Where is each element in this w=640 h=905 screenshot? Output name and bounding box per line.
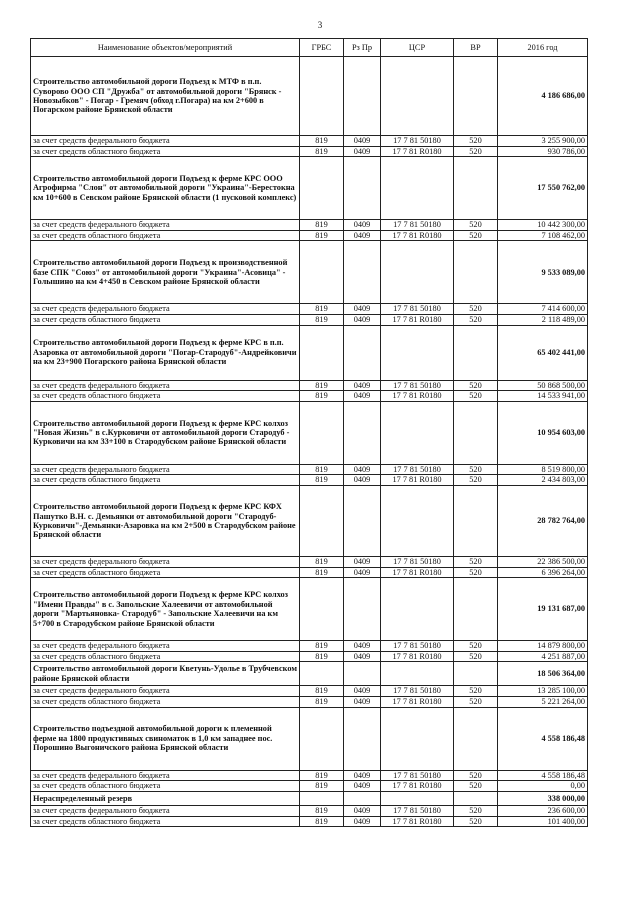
object-name: Строительство подъездной автомобильной дороги к племенной ферме на 1800 продуктивных свиноматок в 1,0 км западнее пос. Порошино Выгоничского района Брянской области: [31, 707, 300, 770]
funding-sum: 2 118 489,00: [498, 314, 588, 325]
csr-code: 17 7 81 50180: [381, 220, 454, 231]
funding-source: за счет средств федерального бюджета: [31, 770, 300, 781]
grbs-code: 819: [300, 806, 344, 817]
empty-cell: [454, 157, 498, 220]
header-year: 2016 год: [498, 39, 588, 57]
funding-row: [31, 230, 588, 241]
header-grbs: ГРБС: [300, 39, 344, 57]
funding-sum: 0,00: [498, 781, 588, 792]
grbs-code: 819: [300, 464, 344, 475]
empty-cell: [454, 662, 498, 686]
object-name: Строительство автомобильной дороги Подъезд к ферме КРС в п.п. Азаровка от автомобильной дороги "Погар-Стародуб"-Андрейковичи на км 23+900 Погарского района Брянской области: [31, 325, 300, 380]
grbs-code: 819: [300, 641, 344, 652]
csr-code: 17 7 81 R0180: [381, 475, 454, 486]
vr-code: 520: [454, 567, 498, 578]
rz-pr-code: 0409: [344, 806, 381, 817]
funding-source: за счет средств областного бюджета: [31, 391, 300, 402]
empty-cell: [344, 241, 381, 304]
empty-cell: [344, 485, 381, 556]
vr-code: 520: [454, 380, 498, 391]
rz-pr-code: 0409: [344, 464, 381, 475]
object-name: Строительство автомобильной дороги Подъезд к производственной базе СПК "Союз" от автомобильной дороги "Украина"-Асовица" - Голышино на км 4+450 в Севском районе Брянской области: [31, 241, 300, 304]
empty-cell: [454, 791, 498, 806]
grbs-code: 819: [300, 146, 344, 157]
funding-sum: 10 442 300,00: [498, 220, 588, 231]
csr-code: 17 7 81 R0180: [381, 391, 454, 402]
funding-sum: 14 879 800,00: [498, 641, 588, 652]
empty-cell: [381, 241, 454, 304]
funding-sum: 13 285 100,00: [498, 686, 588, 697]
empty-cell: [300, 157, 344, 220]
rz-pr-code: 0409: [344, 391, 381, 402]
object-total: 18 506 364,00: [498, 662, 588, 686]
grbs-code: 819: [300, 567, 344, 578]
funding-sum: 2 434 803,00: [498, 475, 588, 486]
funding-source: за счет средств федерального бюджета: [31, 220, 300, 231]
funding-row: [31, 136, 588, 147]
rz-pr-code: 0409: [344, 475, 381, 486]
csr-code: 17 7 81 R0180: [381, 567, 454, 578]
funding-source: за счет средств областного бюджета: [31, 475, 300, 486]
funding-row: [31, 686, 588, 697]
empty-cell: [381, 485, 454, 556]
funding-row: [31, 567, 588, 578]
object-total: 10 954 603,00: [498, 401, 588, 464]
rz-pr-code: 0409: [344, 230, 381, 241]
empty-cell: [344, 578, 381, 641]
rz-pr-code: 0409: [344, 770, 381, 781]
object-row: [31, 325, 588, 380]
funding-row: [31, 475, 588, 486]
funding-row: [31, 314, 588, 325]
rz-pr-code: 0409: [344, 816, 381, 827]
csr-code: 17 7 81 50180: [381, 770, 454, 781]
rz-pr-code: 0409: [344, 146, 381, 157]
empty-cell: [454, 241, 498, 304]
funding-source: за счет средств областного бюджета: [31, 314, 300, 325]
funding-source: за счет средств областного бюджета: [31, 567, 300, 578]
funding-sum: 22 386 500,00: [498, 556, 588, 567]
object-row: [31, 578, 588, 641]
funding-row: [31, 651, 588, 662]
funding-source: за счет средств областного бюджета: [31, 696, 300, 707]
vr-code: 520: [454, 220, 498, 231]
empty-cell: [454, 325, 498, 380]
csr-code: 17 7 81 R0180: [381, 314, 454, 325]
table-body: [31, 57, 588, 827]
grbs-code: 819: [300, 391, 344, 402]
vr-code: 520: [454, 391, 498, 402]
funding-row: [31, 781, 588, 792]
vr-code: 520: [454, 816, 498, 827]
csr-code: 17 7 81 50180: [381, 380, 454, 391]
funding-row: [31, 391, 588, 402]
vr-code: 520: [454, 146, 498, 157]
csr-code: 17 7 81 50180: [381, 304, 454, 315]
object-name: Строительство автомобильной дороги Кветунь-Удолье в Трубчевском районе Брянской области: [31, 662, 300, 686]
empty-cell: [381, 791, 454, 806]
empty-cell: [454, 578, 498, 641]
funding-row: [31, 556, 588, 567]
vr-code: 520: [454, 686, 498, 697]
grbs-code: 819: [300, 696, 344, 707]
rz-pr-code: 0409: [344, 380, 381, 391]
funding-source: за счет средств федерального бюджета: [31, 136, 300, 147]
vr-code: 520: [454, 136, 498, 147]
page-number: 3: [317, 20, 323, 30]
funding-source: за счет средств федерального бюджета: [31, 686, 300, 697]
grbs-code: 819: [300, 816, 344, 827]
grbs-code: 819: [300, 770, 344, 781]
grbs-code: 819: [300, 304, 344, 315]
empty-cell: [381, 662, 454, 686]
funding-source: за счет средств федерального бюджета: [31, 380, 300, 391]
object-name: Нераспределенный резерв: [31, 791, 300, 806]
object-row: [31, 791, 588, 806]
empty-cell: [300, 241, 344, 304]
grbs-code: 819: [300, 314, 344, 325]
vr-code: 520: [454, 304, 498, 315]
funding-sum: 8 519 800,00: [498, 464, 588, 475]
empty-cell: [381, 57, 454, 136]
empty-cell: [454, 401, 498, 464]
grbs-code: 819: [300, 380, 344, 391]
object-name: Строительство автомобильной дороги Подъезд к ферме КРС КФХ Пашутко В.Н. с. Демьянки от автомобильной дороги "Стародуб-Курковичи"-Демьянки-Азаровка на км 2+500 в Стародубском районе Брянской области: [31, 485, 300, 556]
object-name: Строительство автомобильной дороги Подъезд к ферме КРС ООО Агрофирма "Слон" от автомобильной дороги "Украина"-Берестокна км 10+600 в Севском районе Брянской области (1 пусковой комплекс): [31, 157, 300, 220]
empty-cell: [454, 707, 498, 770]
empty-cell: [300, 485, 344, 556]
vr-code: 520: [454, 770, 498, 781]
table-header-row: [31, 39, 588, 57]
grbs-code: 819: [300, 686, 344, 697]
empty-cell: [300, 325, 344, 380]
funding-source: за счет средств федерального бюджета: [31, 806, 300, 817]
object-total: 28 782 764,00: [498, 485, 588, 556]
object-row: [31, 662, 588, 686]
rz-pr-code: 0409: [344, 651, 381, 662]
rz-pr-code: 0409: [344, 686, 381, 697]
empty-cell: [300, 57, 344, 136]
rz-pr-code: 0409: [344, 136, 381, 147]
empty-cell: [300, 662, 344, 686]
empty-cell: [344, 57, 381, 136]
empty-cell: [344, 791, 381, 806]
funding-sum: 930 786,00: [498, 146, 588, 157]
vr-code: 520: [454, 556, 498, 567]
funding-row: [31, 304, 588, 315]
funding-sum: 6 396 264,00: [498, 567, 588, 578]
empty-cell: [381, 578, 454, 641]
funding-sum: 4 558 186,48: [498, 770, 588, 781]
grbs-code: 819: [300, 136, 344, 147]
empty-cell: [300, 707, 344, 770]
funding-sum: 4 251 887,00: [498, 651, 588, 662]
funding-source: за счет средств областного бюджета: [31, 781, 300, 792]
funding-row: [31, 816, 588, 827]
funding-source: за счет средств федерального бюджета: [31, 304, 300, 315]
csr-code: 17 7 81 50180: [381, 136, 454, 147]
vr-code: 520: [454, 806, 498, 817]
object-row: [31, 241, 588, 304]
vr-code: 520: [454, 314, 498, 325]
funding-source: за счет средств федерального бюджета: [31, 464, 300, 475]
funding-row: [31, 146, 588, 157]
header-rz-pr: Рз Пр: [344, 39, 381, 57]
object-total: 4 558 186,48: [498, 707, 588, 770]
object-row: [31, 157, 588, 220]
object-total: 338 000,00: [498, 791, 588, 806]
csr-code: 17 7 81 50180: [381, 464, 454, 475]
empty-cell: [454, 57, 498, 136]
object-total: 4 186 686,00: [498, 57, 588, 136]
vr-code: 520: [454, 781, 498, 792]
object-row: [31, 485, 588, 556]
rz-pr-code: 0409: [344, 556, 381, 567]
empty-cell: [381, 157, 454, 220]
grbs-code: 819: [300, 220, 344, 231]
funding-row: [31, 464, 588, 475]
vr-code: 520: [454, 641, 498, 652]
header-name: Наименование объектов/мероприятий: [31, 39, 300, 57]
object-name: Строительство автомобильной дороги Подъезд к ферме КРС колхоз "Имени Правды" в с. Запольские Халеевичи от автомобильной дороги "Мартьяновка- Стародуб" - Запольские Халеевичи на км 5+700 в Стародубском районе Брянской области: [31, 578, 300, 641]
csr-code: 17 7 81 50180: [381, 686, 454, 697]
vr-code: 520: [454, 230, 498, 241]
grbs-code: 819: [300, 651, 344, 662]
vr-code: 520: [454, 651, 498, 662]
rz-pr-code: 0409: [344, 220, 381, 231]
rz-pr-code: 0409: [344, 567, 381, 578]
rz-pr-code: 0409: [344, 641, 381, 652]
funding-row: [31, 806, 588, 817]
funding-source: за счет средств областного бюджета: [31, 146, 300, 157]
object-total: 9 533 089,00: [498, 241, 588, 304]
funding-row: [31, 380, 588, 391]
object-row: [31, 707, 588, 770]
funding-sum: 236 600,00: [498, 806, 588, 817]
budget-table: [30, 38, 588, 827]
funding-sum: 50 868 500,00: [498, 380, 588, 391]
csr-code: 17 7 81 R0180: [381, 651, 454, 662]
object-total: 65 402 441,00: [498, 325, 588, 380]
empty-cell: [344, 325, 381, 380]
rz-pr-code: 0409: [344, 781, 381, 792]
object-total: 17 550 762,00: [498, 157, 588, 220]
grbs-code: 819: [300, 781, 344, 792]
empty-cell: [381, 325, 454, 380]
object-row: [31, 57, 588, 136]
rz-pr-code: 0409: [344, 314, 381, 325]
csr-code: 17 7 81 R0180: [381, 146, 454, 157]
csr-code: 17 7 81 R0180: [381, 230, 454, 241]
header-vr: ВР: [454, 39, 498, 57]
rz-pr-code: 0409: [344, 696, 381, 707]
grbs-code: 819: [300, 556, 344, 567]
empty-cell: [300, 401, 344, 464]
funding-sum: 101 400,00: [498, 816, 588, 827]
funding-sum: 3 255 900,00: [498, 136, 588, 147]
csr-code: 17 7 81 50180: [381, 556, 454, 567]
header-csr: ЦСР: [381, 39, 454, 57]
vr-code: 520: [454, 475, 498, 486]
funding-row: [31, 696, 588, 707]
csr-code: 17 7 81 50180: [381, 641, 454, 652]
empty-cell: [300, 791, 344, 806]
funding-source: за счет средств областного бюджета: [31, 230, 300, 241]
object-row: [31, 401, 588, 464]
funding-row: [31, 641, 588, 652]
empty-cell: [344, 662, 381, 686]
csr-code: 17 7 81 50180: [381, 806, 454, 817]
funding-row: [31, 220, 588, 231]
empty-cell: [300, 578, 344, 641]
empty-cell: [344, 707, 381, 770]
funding-source: за счет средств федерального бюджета: [31, 556, 300, 567]
vr-code: 520: [454, 696, 498, 707]
grbs-code: 819: [300, 230, 344, 241]
funding-source: за счет средств федерального бюджета: [31, 641, 300, 652]
funding-sum: 14 533 941,00: [498, 391, 588, 402]
csr-code: 17 7 81 R0180: [381, 696, 454, 707]
funding-row: [31, 770, 588, 781]
empty-cell: [381, 401, 454, 464]
grbs-code: 819: [300, 475, 344, 486]
funding-sum: 7 414 600,00: [498, 304, 588, 315]
vr-code: 520: [454, 464, 498, 475]
funding-sum: 7 108 462,00: [498, 230, 588, 241]
funding-sum: 5 221 264,00: [498, 696, 588, 707]
empty-cell: [344, 157, 381, 220]
csr-code: 17 7 81 R0180: [381, 781, 454, 792]
empty-cell: [454, 485, 498, 556]
object-total: 19 131 687,00: [498, 578, 588, 641]
funding-source: за счет средств областного бюджета: [31, 816, 300, 827]
funding-source: за счет средств областного бюджета: [31, 651, 300, 662]
rz-pr-code: 0409: [344, 304, 381, 315]
empty-cell: [381, 707, 454, 770]
object-name: Строительство автомобильной дороги Подъезд к ферме КРС колхоз "Новая Жизнь" в с.Курковичи от автомобильной дороги Стародуб - Курковичи на км 33+100 в Стародубском районе Брянской области: [31, 401, 300, 464]
object-name: Строительство автомобильной дороги Подъезд к МТФ в п.п. Суворово ООО СП "Дружба" от автомобильной дороги "Брянск - Новозыбков" - Погар - Гремяч (обход г.Погара) на км 2+600 в Погарском районе Брянской области: [31, 57, 300, 136]
empty-cell: [344, 401, 381, 464]
csr-code: 17 7 81 R0180: [381, 816, 454, 827]
